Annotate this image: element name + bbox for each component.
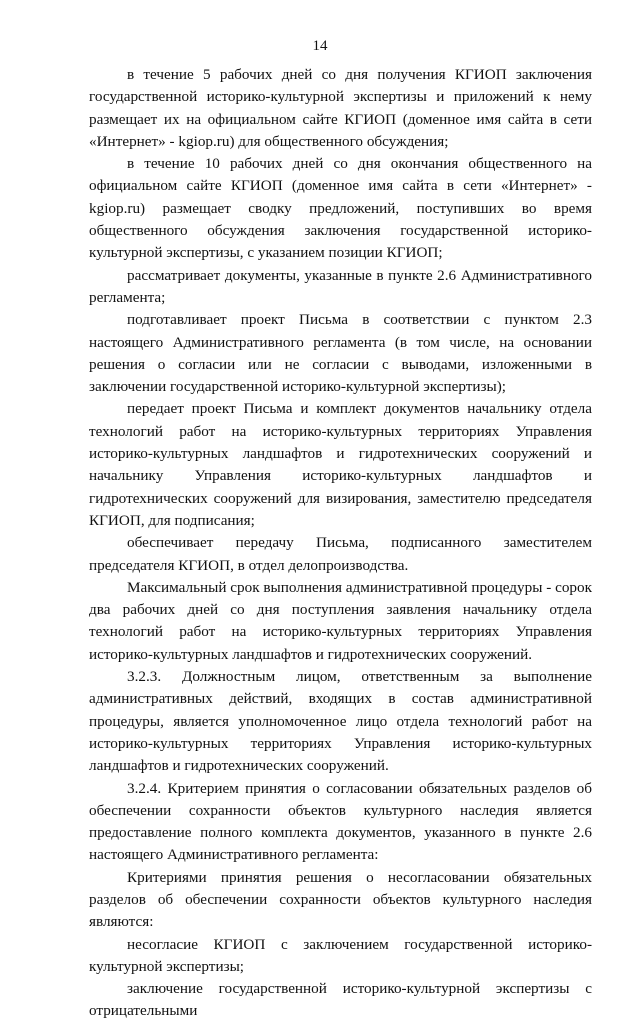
paragraph-transfer-letter: передает проект Письма и комплект документов начальнику отдела технологий работ на историко-культурных территориях Управления историко-культурных ландшафтов и гидротехнических сооружений и начальнику Управления историко-культурных ландшафтов и гидротехнических сооружений для визирования, заместителю председателя КГИОП, для подписания; [89, 400, 592, 529]
paragraph-disagreement: несогласие КГИОП с заключением государственной историко-культурной экспертизы; [89, 935, 592, 975]
document-body [89, 64, 592, 1023]
paragraph-criteria-refusal: Критериями принятия решения о несогласовании обязательных разделов об обеспечении сохранности объектов культурного наследия являются: [89, 868, 592, 931]
paragraph-negative-conclusion: заключение государственной историко-культурной экспертизы с отрицательными [89, 980, 592, 1020]
paragraph-review-documents: рассматривает документы, указанные в пункте 2.6 Административного регламента; [89, 266, 592, 306]
paragraph-3-2-4: 3.2.4. Критерием принятия о согласовании обязательных разделов об обеспечении сохранности объектов культурного наследия является предоставление полного комплекта документов, указанного в пункте 2.6 настоящего Административного регламента: [89, 779, 592, 864]
paragraph-max-duration: Максимальный срок выполнения административной процедуры - сорок два рабочих дней со дня поступления заявления начальнику отдела технологий работ на историко-культурных территориях Управления историко-культурных ландшафтов и гидротехнических сооружений. [89, 578, 592, 663]
paragraph-publish-summary: в течение 10 рабочих дней со дня окончания общественного на официальном сайте КГИОП (доменное имя сайта в сети «Интернет» - kgiop.ru) размещает сводку предложений, поступивших во время общественного обсуждения заключения государственной историко-культурной экспертизы, с указанием позиции КГИОП; [89, 155, 592, 262]
paragraph-ensure-transfer: обеспечивает передачу Письма, подписанного заместителем председателя КГИОП, в отдел делопроизводства. [89, 534, 592, 574]
paragraph-prepare-letter: подготавливает проект Письма в соответствии с пунктом 2.3 настоящего Административного регламента (в том числе, на основании решения о согласии или не согласии с выводами, изложенными в заключении государственной историко-культурной экспертизы); [89, 311, 592, 396]
page-number: 14 [312, 38, 328, 54]
paragraph-publish-expertise: в течение 5 рабочих дней со дня получения КГИОП заключения государственной историко-культурной экспертизы и приложений к нему размещает их на официальном сайте КГИОП (доменное имя сайта в сети «Интернет» - kgiop.ru) для общественного обсуждения; [89, 66, 592, 150]
paragraph-3-2-3: 3.2.3. Должностным лицом, ответственным за выполнение административных действий, входящих в состав административной процедуры, является уполномоченное лицо отдела технологий работ на историко-культурных территориях Управления историко-культурных ландшафтов и гидротехнических сооружений. [89, 668, 592, 775]
